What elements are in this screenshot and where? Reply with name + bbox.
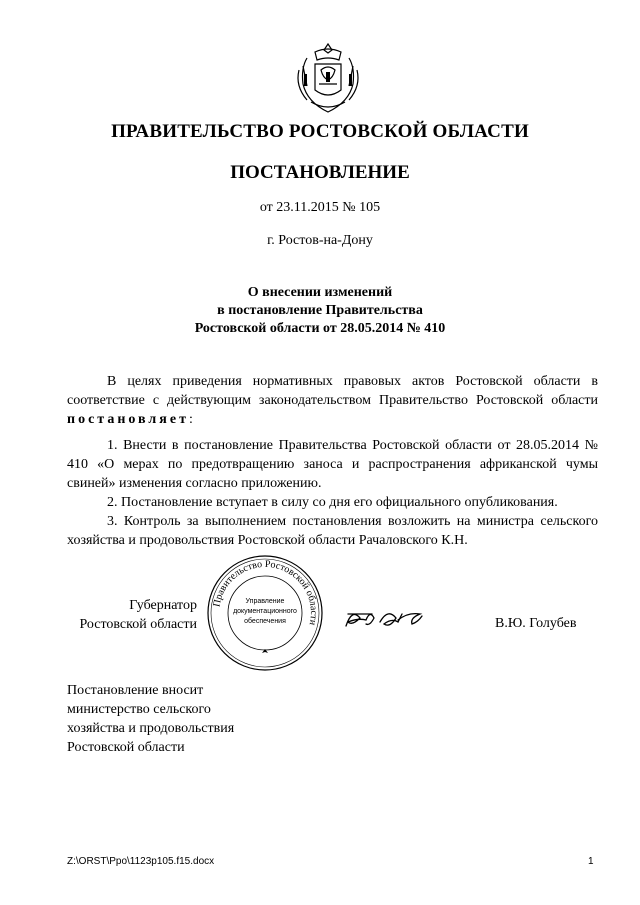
decree-word: постановляет [67, 412, 189, 427]
stamp-ring-text: Правительство Ростовской области [211, 558, 320, 627]
document-subject [0, 284, 640, 338]
official-stamp [205, 553, 325, 673]
coat-of-arms-icon [293, 40, 363, 115]
signatory-title-line: Ростовской области [79, 617, 197, 632]
stamp-inner-line: Управление [245, 598, 285, 605]
subject-line: Ростовской области от 28.05.2014 № 410 [194, 321, 446, 336]
stamp-inner-line: документационного [233, 608, 297, 615]
preamble-paragraph [67, 372, 598, 429]
document-type: ПОСТАНОВЛЕНИЕ [230, 162, 410, 183]
signatory-title-line: Губернатор [129, 598, 197, 613]
document-city: г. Ростов-на-Дону [267, 233, 373, 248]
document-date-number: от 23.11.2015 № 105 [259, 200, 381, 215]
preamble-suffix: : [188, 412, 193, 427]
preamble-text: В целях приведения нормативных правовых актов Ростовской области в соответствие с действующим законодательством Правительство Ростовской области [67, 374, 598, 408]
note-line: Постановление вносит [67, 683, 204, 698]
stamp-inner-line: обеспечения [244, 618, 286, 625]
note-line: Ростовской области [67, 740, 185, 755]
clause-paragraph: 1. Внести в постановление Правительства Ростовской области от 28.05.2014 № 410 «О мерах по предотвращению заноса и распространения африканской чумы свиней» изменения согласно приложению. [67, 438, 598, 491]
handwritten-signature [340, 600, 460, 640]
submitter-note [67, 681, 327, 757]
subject-line: в постановление Правительства [217, 303, 423, 318]
signatory-name: В.Ю. Голубев [495, 616, 577, 631]
clause-paragraph: 3. Контроль за выполнением постановления возложить на министра сельского хозяйства и продовольствия Ростовской области Рачаловского К.Н. [67, 514, 598, 548]
clause-paragraph: 2. Постановление вступает в силу со дня его официального опубликования. [107, 495, 558, 510]
page-number: 1 [588, 856, 594, 867]
signatory-title [67, 596, 197, 634]
note-line: министерство сельского [67, 702, 211, 717]
footer-file-path: Z:\ORST\Ppo\1123p105.f15.docx [67, 856, 215, 867]
subject-line: О внесении изменений [247, 285, 393, 300]
government-name: ПРАВИТЕЛЬСТВО РОСТОВСКОЙ ОБЛАСТИ [111, 121, 529, 142]
note-line: хозяйства и продовольствия [67, 721, 235, 736]
